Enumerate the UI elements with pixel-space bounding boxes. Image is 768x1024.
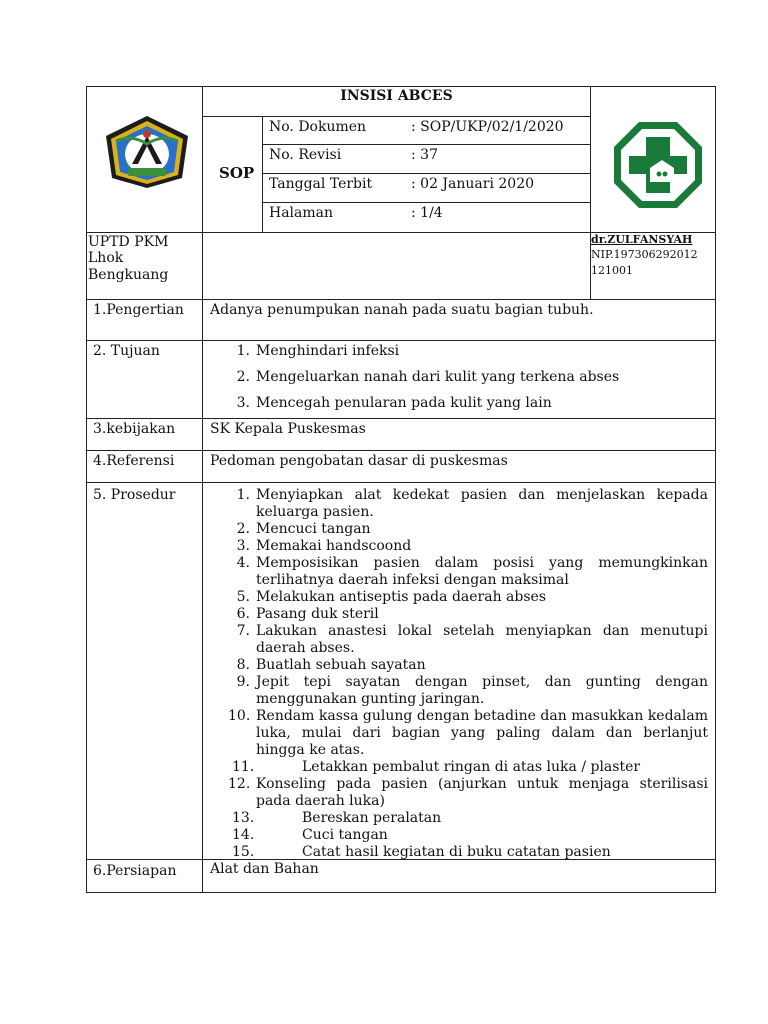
sop-label: SOP [219,164,255,182]
label-persiapan: 6.Persiapan [93,863,177,879]
list-item: 10. Rendam kassa gulung dengan betadine dan masukkan kedalam luka, mulai dari bagian yang paling dalam dan berlanjut hingga ke atas. [228,708,708,758]
text-persiapan: Alat dan Bahan [210,861,319,877]
meta-label-tanggal-terbit: Tanggal Terbit [269,176,373,192]
signer-nip-line1: NIP.197306292012 [591,248,698,261]
meta-label-halaman: Halaman [269,205,334,221]
list-item: 3. Mencegah penularan pada kulit yang lain [236,395,552,411]
org-name-line1: UPTD PKM [88,234,169,250]
list-item: 2. Mengeluarkan nanah dari kulit yang terkena abses [236,369,620,385]
label-tujuan: 2. Tujuan [93,343,160,359]
list-item: 13. Bereskan peralatan [232,810,442,826]
org-name-line3: Bengkuang [88,267,169,283]
list-item: 4. Memposisikan pasien dalam posisi yang memungkinkan terlihatnya daerah infeksi dengan maksimal [236,555,708,588]
list-item: 5. Melakukan antiseptis pada daerah abses [236,589,547,605]
regency-emblem-icon [102,114,192,190]
puskesmas-logo-icon [612,120,704,210]
list-item: 1. Menyiapkan alat kedekat pasien dan menjelaskan kepada keluarga pasien. [236,487,708,520]
list-item: 9. Jepit tepi sayatan dengan pinset, dan gunting dengan menggunakan gunting jaringan. [236,674,708,707]
signer-nip-line2: 121001 [591,264,633,277]
meta-label-no-dokumen: No. Dokumen [269,119,367,135]
tujuan-list [236,343,711,421]
list-item: 2. Mencuci tangan [236,521,371,537]
list-item: 7. Lakukan anastesi lokal setelah menyiapkan dan menutupi daerah abses. [236,623,708,656]
meta-value-no-revisi: : 37 [411,147,438,163]
document-title: INSISI ABCES [340,88,453,104]
list-item: 14. Cuci tangan [232,827,388,843]
text-referensi: Pedoman pengobatan dasar di puskesmas [210,453,508,469]
label-kebijakan: 3.kebijakan [93,421,176,437]
signer-name: dr.ZULFANSYAH [591,233,693,246]
list-item: 6. Pasang duk steril [236,606,379,622]
list-item: 3. Memakai handscoond [236,538,412,554]
org-name-line2: Lhok [88,250,124,266]
list-item: 8. Buatlah sebuah sayatan [236,657,426,673]
list-item: 1. Menghindari infeksi [236,343,400,359]
meta-value-no-dokumen: : SOP/UKP/02/1/2020 [411,119,564,135]
list-item: 12. Konseling pada pasien (anjurkan untuk menjaga sterilisasi pada daerah luka) [228,776,708,809]
meta-value-tanggal-terbit: : 02 Januari 2020 [411,176,535,192]
label-referensi: 4.Referensi [93,453,175,469]
meta-label-no-revisi: No. Revisi [269,147,342,163]
label-pengertian: 1.Pengertian [93,302,184,318]
prosedur-list [228,487,708,861]
list-item: 11. Letakkan pembalut ringan di atas luka / plaster [232,759,641,775]
text-kebijakan: SK Kepala Puskesmas [210,421,366,437]
text-pengertian: Adanya penumpukan nanah pada suatu bagian tubuh. [210,302,594,318]
list-item: 15. Catat hasil kegiatan di buku catatan pasien [232,844,611,860]
label-prosedur: 5. Prosedur [93,487,176,503]
meta-value-halaman: : 1/4 [411,205,443,221]
